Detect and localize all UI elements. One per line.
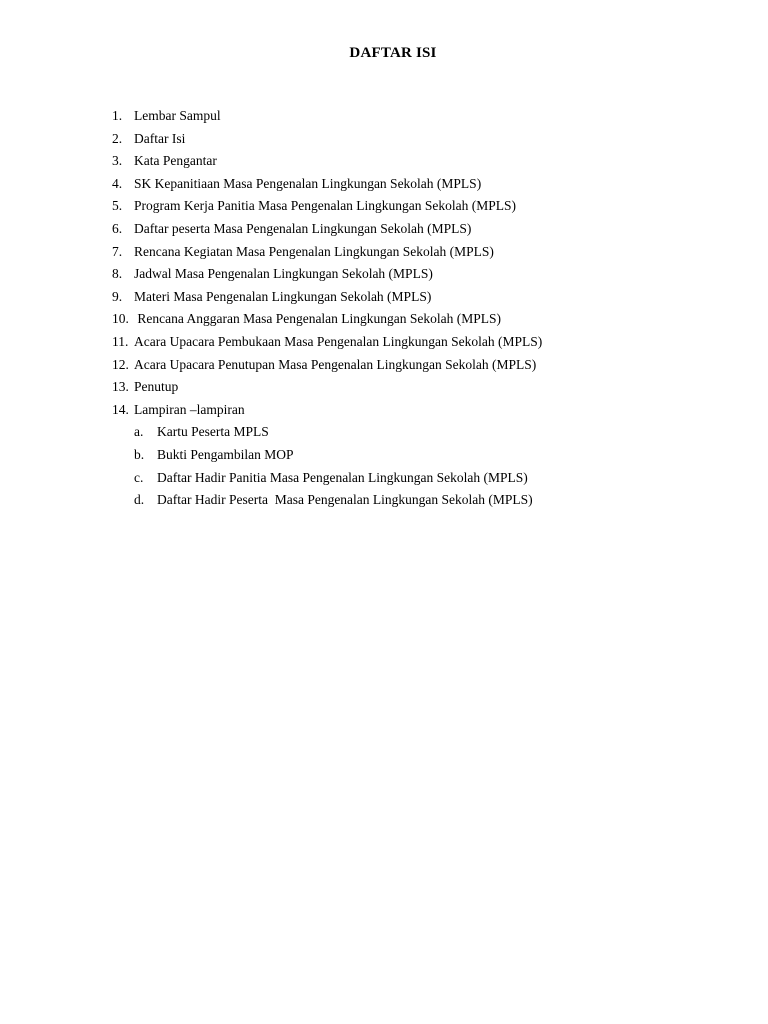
toc-item-text: Penutup xyxy=(134,379,179,395)
toc-item xyxy=(112,401,712,424)
toc-item-number: 5. xyxy=(112,198,123,214)
toc-item-text: Jadwal Masa Pengenalan Lingkungan Sekolah (MPLS) xyxy=(134,266,433,282)
toc-item-text: Materi Masa Pengenalan Lingkungan Sekolah (MPLS) xyxy=(134,288,432,304)
toc-subitem-text: Bukti Pengambilan MOP xyxy=(157,446,294,462)
toc-subitem-letter: a. xyxy=(134,424,144,440)
toc-subitem xyxy=(112,469,712,492)
toc-item xyxy=(112,265,712,288)
toc-item xyxy=(112,130,712,153)
toc-item xyxy=(112,220,712,243)
toc-item-number: 14. xyxy=(112,401,129,417)
toc-item-number: 3. xyxy=(112,153,123,169)
toc-item xyxy=(112,356,712,379)
toc-item-text: Kata Pengantar xyxy=(134,153,217,169)
toc-subitem-text: Kartu Peserta MPLS xyxy=(157,424,269,440)
toc-item-number: 2. xyxy=(112,130,123,146)
toc-item-number: 13. xyxy=(112,379,129,395)
toc-item xyxy=(112,288,712,311)
toc-item-text: Program Kerja Panitia Masa Pengenalan Lingkungan Sekolah (MPLS) xyxy=(134,198,517,214)
toc-item-number: 1. xyxy=(112,108,123,123)
toc-subitem-letter: c. xyxy=(134,469,144,485)
toc-item-text: Rencana Anggaran Masa Pengenalan Lingkungan Sekolah (MPLS) xyxy=(134,311,502,327)
toc-subitem-letter: b. xyxy=(134,446,145,462)
toc-item xyxy=(112,310,712,333)
toc-item-number: 7. xyxy=(112,243,123,259)
toc-item-text: Daftar peserta Masa Pengenalan Lingkungan Sekolah (MPLS) xyxy=(134,220,472,236)
page-title: DAFTAR ISI xyxy=(349,45,437,61)
toc-item xyxy=(112,197,712,220)
toc-item xyxy=(112,175,712,198)
toc-item xyxy=(112,152,712,175)
table-of-contents xyxy=(112,107,712,514)
toc-item-text: Acara Upacara Penutupan Masa Pengenalan Lingkungan Sekolah (MPLS) xyxy=(134,356,537,372)
toc-item-number: 8. xyxy=(112,266,123,282)
toc-subitem-letter: d. xyxy=(134,492,145,508)
toc-subitem xyxy=(112,491,712,514)
toc-subitem-text: Daftar Hadir Peserta Masa Pengenalan Lingkungan Sekolah (MPLS) xyxy=(157,492,533,508)
toc-item-number: 10. xyxy=(112,311,129,327)
toc-item-number: 6. xyxy=(112,220,123,236)
toc-item-number: 4. xyxy=(112,175,123,191)
toc-subitem xyxy=(112,423,712,446)
toc-item-number: 11. xyxy=(112,333,129,349)
toc-item xyxy=(112,378,712,401)
toc-item xyxy=(112,333,712,356)
toc-item-text: Lembar Sampul xyxy=(134,108,221,123)
toc-item-text: Rencana Kegiatan Masa Pengenalan Lingkungan Sekolah (MPLS) xyxy=(134,243,494,259)
toc-item-text: Lampiran –lampiran xyxy=(134,401,245,417)
toc-item-number: 9. xyxy=(112,288,123,304)
toc-item-text: Daftar Isi xyxy=(134,130,186,146)
toc-subitem xyxy=(112,446,712,469)
toc-item-text: SK Kepanitiaan Masa Pengenalan Lingkungan Sekolah (MPLS) xyxy=(134,175,482,191)
toc-item-number: 12. xyxy=(112,356,129,372)
toc-subitem-text: Daftar Hadir Panitia Masa Pengenalan Lingkungan Sekolah (MPLS) xyxy=(157,469,528,485)
toc-item xyxy=(112,243,712,266)
toc-item-text: Acara Upacara Pembukaan Masa Pengenalan Lingkungan Sekolah (MPLS) xyxy=(134,333,543,349)
toc-item xyxy=(112,107,712,130)
